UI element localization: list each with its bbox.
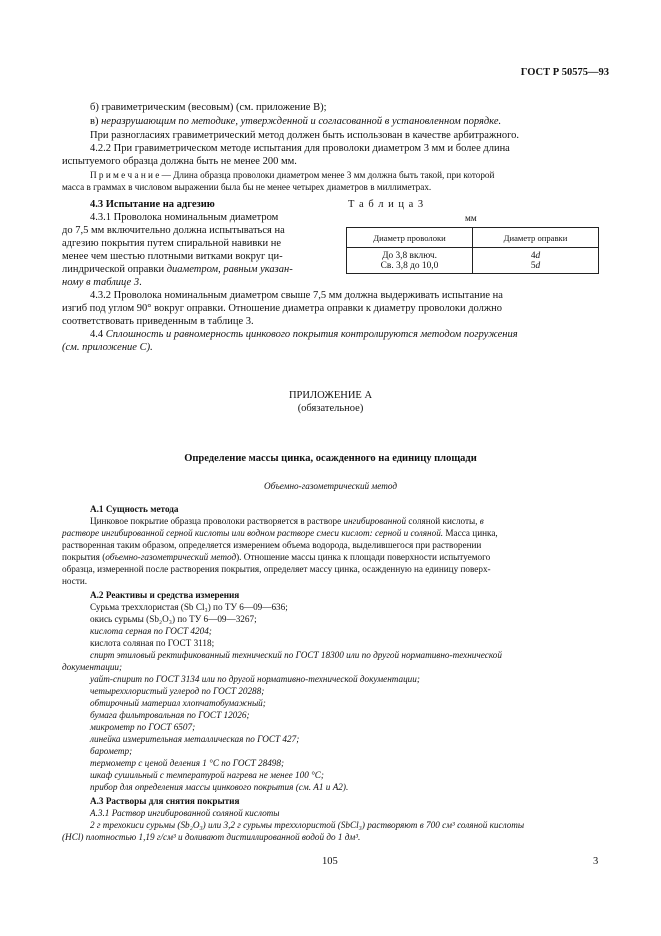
list-item: барометр;	[90, 746, 133, 756]
list-item-b: б) гравиметрическим (весовым) (см. приложение В);	[90, 102, 327, 113]
list-item: обтирочный материал хлопчатобумажный;	[90, 698, 266, 708]
clause-4-3-2-cont2: соответствовать приведенным в таблице 3.	[62, 316, 254, 327]
list-item: окись сурьмы (Sb₂O₃) по ТУ 6—09—3267;	[90, 614, 257, 624]
list-item: Сурьма треххлористая (Sb Cl₃) по ТУ 6—09—636;	[90, 602, 288, 612]
a1-line3: растворенная таким образом, определяется измерением объема водорода, выделившегося при растворении	[62, 540, 482, 550]
list-item: четыреххлористый углерод по ГОСТ 20288;	[90, 686, 265, 696]
appendix-status: (обязательное)	[297, 403, 364, 414]
list-item-v: в) неразрушающим по методике, утвержденной и согласованной в установленном порядке.	[90, 116, 502, 127]
document-code: ГОСТ Р 50575—93	[520, 67, 609, 78]
table-caption: Т а б л и ц а 3	[348, 199, 425, 210]
list-item: кислота соляная по ГОСТ 3118;	[90, 638, 215, 648]
list-item: линейка измерительная металлическая по ГОСТ 427;	[90, 734, 300, 744]
list-item: термометр с ценой деления 1 °С по ГОСТ 28498;	[90, 758, 285, 768]
a1-line5: образца, измеренной после растворения покрытия, определяет массу цинка, осажденную на единицу поверх-	[62, 564, 491, 574]
clause-4-3-1-line3: адгезию покрытия путем спиральной навивки не	[62, 238, 282, 249]
appendix-title: ПРИЛОЖЕНИЕ А	[288, 390, 373, 401]
arbitration-text: При разногласиях гравиметрический метод должен быть использован в качестве арбитражного.	[90, 130, 519, 141]
list-item: кислота серная по ГОСТ 4204;	[90, 626, 212, 636]
sheet-number: 3	[593, 856, 599, 867]
clause-4-2-2-cont: испытуемого образца должна быть не менее 200 мм.	[62, 156, 297, 167]
a3-1-heading: А.3.1 Раствор ингибированной соляной кислоты	[90, 808, 280, 818]
a1-line2: растворе ингибированной серной кислоты или водном растворе смеси кислот: серной и соляной. Масса цинка,	[62, 528, 498, 538]
table-header-mandrel-diameter: Диаметр оправки	[473, 228, 599, 248]
section-4-3-heading: 4.3 Испытание на адгезию	[90, 199, 215, 210]
appendix-heading: Определение массы цинка, осажденного на единицу площади	[184, 453, 477, 464]
clause-4-4: 4.4 Сплошность и равномерность цинкового покрытия контролируются методом погружения	[90, 329, 518, 340]
table-header-wire-diameter: Диаметр проволоки	[347, 228, 473, 248]
a1-line6: ности.	[62, 576, 88, 586]
note: П р и м е ч а н и е — Длина образца проволоки диаметром менее 3 мм должна быть такой, при которой	[90, 170, 495, 180]
clause-4-3-1-line1: 4.3.1 Проволока номинальным диаметром	[90, 212, 279, 223]
clause-4-3-1-line5: линдрической оправки диаметром, равным указан-	[62, 264, 293, 275]
section-a1-heading: А.1 Сущность метода	[90, 504, 179, 514]
a3-line1: 2 г трехокиси сурьмы (Sb₂O₃) или 3,2 г сурьмы треххлористой (SbCl₃) растворяют в 700 см³ соляной кислоты	[90, 820, 525, 830]
table-unit: мм	[465, 213, 477, 223]
list-item: шкаф сушильный с температурой нагрева не менее 100 °С;	[90, 770, 324, 780]
list-item: уайт-спирит по ГОСТ 3134 или по другой нормативно-технической документации;	[90, 674, 420, 684]
section-a3-heading: А.3 Растворы для снятия покрытия	[90, 796, 240, 806]
clause-4-3-1-line4: менее чем шестью плотными витками вокруг ци-	[62, 251, 283, 262]
clause-4-4-cont: (см. приложение С).	[62, 342, 153, 353]
list-item: спирт этиловый ректификованный технический по ГОСТ 18300 или по другой нормативно-технической	[90, 650, 502, 660]
list-item: микрометр по ГОСТ 6507;	[90, 722, 196, 732]
clause-4-3-2: 4.3.2 Проволока номинальным диаметром свыше 7,5 мм должна выдерживать испытание на	[90, 290, 503, 301]
list-item-cont: документации;	[62, 662, 123, 672]
section-a2-heading: А.2 Реактивы и средства измерения	[90, 590, 240, 600]
a3-line2: (HCl) плотностью 1,19 г/см³ и доливают дистиллированной водой до 1 дм³.	[62, 832, 361, 842]
clause-4-3-1-line6: ному в таблице 3.	[62, 277, 142, 288]
list-item: прибор для определения массы цинкового покрытия (см. А1 и А2).	[90, 782, 349, 792]
a1-line1: Цинковое покрытие образца проволоки растворяется в растворе ингибированной соляной кислоты, в	[90, 516, 484, 526]
clause-4-3-1-line2: до 7,5 мм включительно должна испытываться на	[62, 225, 285, 236]
table-3	[346, 227, 599, 274]
table-row: Св. 3,8 до 10,0 5d	[347, 261, 599, 274]
note-cont: масса в граммах в числовом выражении была бы не менее четырех диаметров в миллиметрах.	[62, 182, 432, 192]
clause-4-2-2: 4.2.2 При гравиметрическом методе испытания для проволоки диаметром 3 мм и более длина	[90, 143, 510, 154]
page-number: 105	[322, 856, 338, 867]
method-subtitle: Объемно-газометрический метод	[263, 481, 398, 491]
a1-line4: покрытия (объемно-газометрический метод). Отношение массы цинка к площади поверхности испытуемого	[62, 552, 491, 562]
clause-4-3-2-cont: изгиб под углом 90° вокруг оправки. Отношение диаметра оправки к диаметру проволоки должно	[62, 303, 503, 314]
list-item: бумага фильтровальная по ГОСТ 12026;	[90, 710, 250, 720]
table-row: До 3,8 включ. 4d	[347, 248, 599, 262]
